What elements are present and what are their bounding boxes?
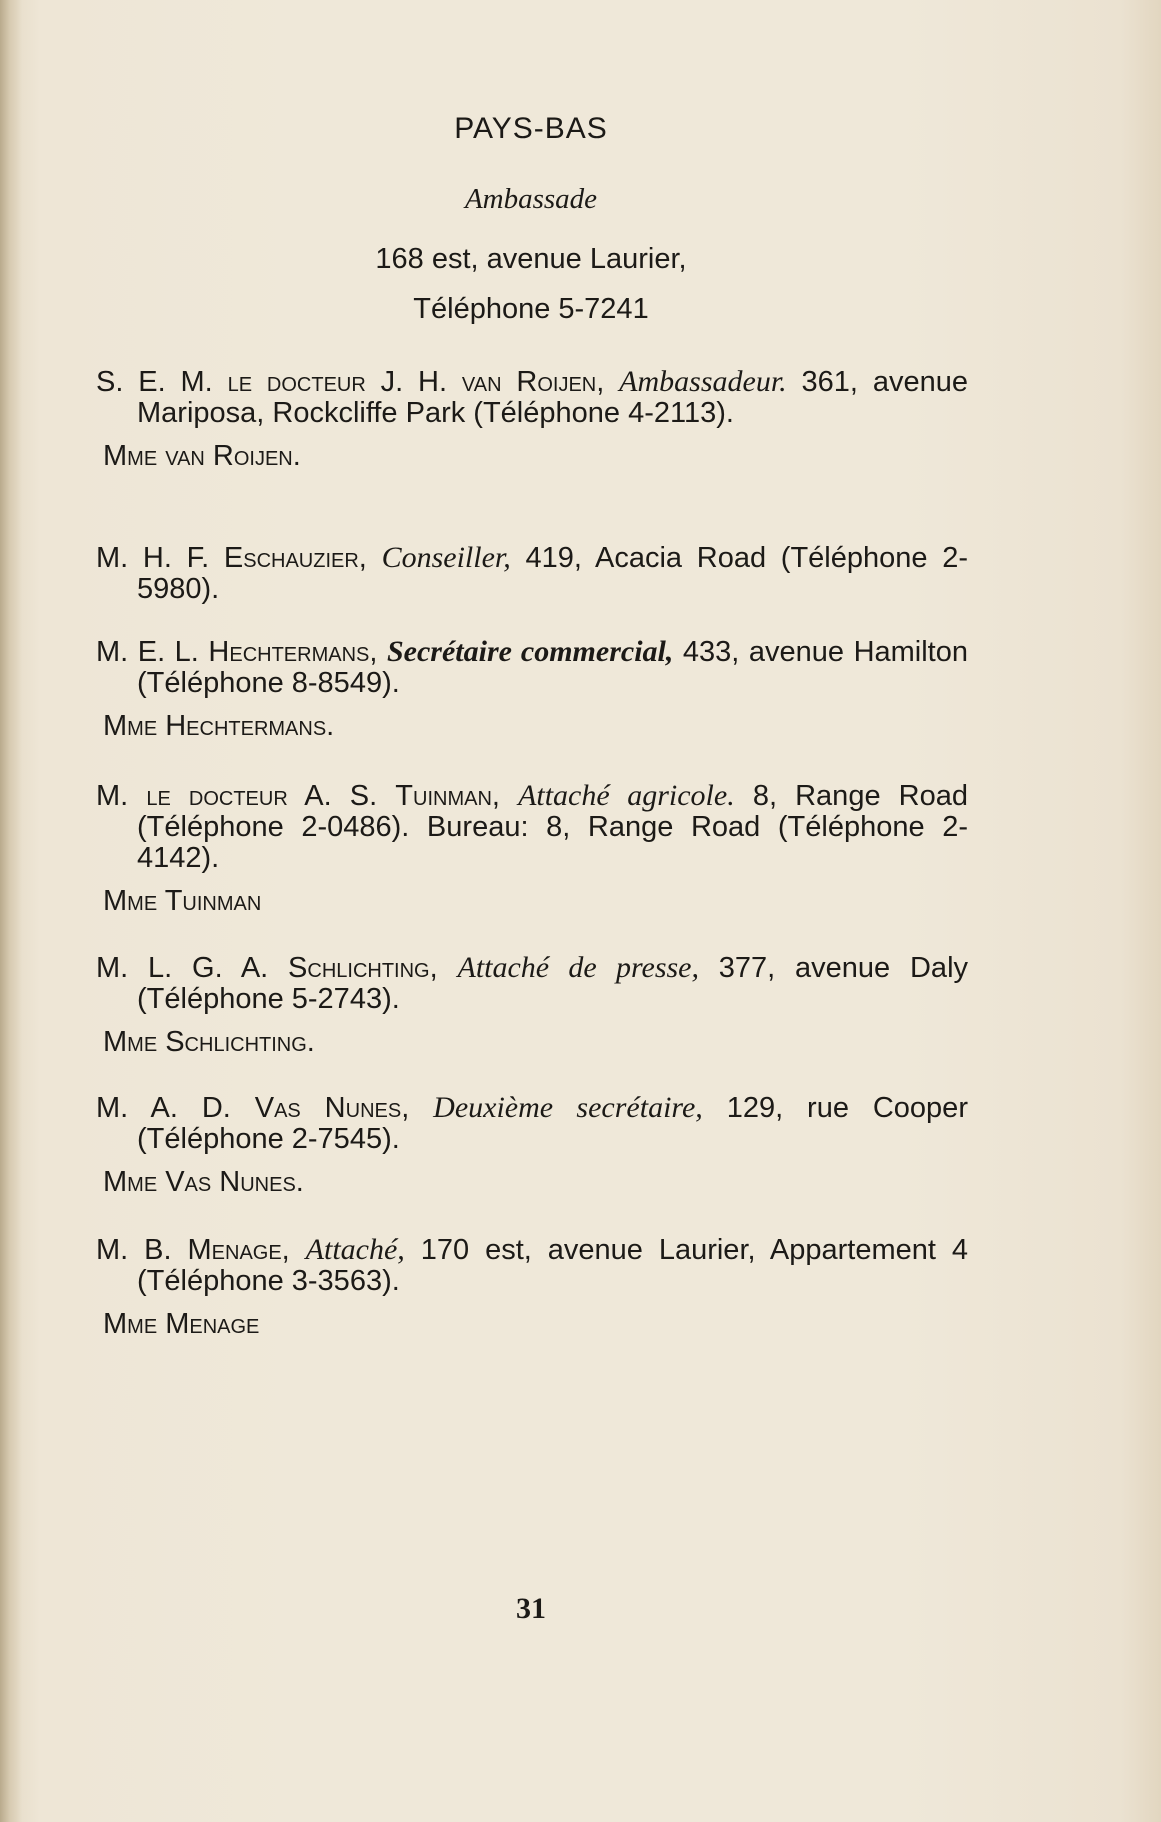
entry-details: 419, Acacia Road (Téléphone 2-5980). xyxy=(137,542,968,605)
entry-prefix: S. E. M. xyxy=(96,366,213,398)
entry-main-text xyxy=(96,1234,968,1297)
entry-surname: Tuinman, xyxy=(395,780,500,812)
entry-prefix: M. xyxy=(96,1092,129,1124)
entry-details: 433, avenue Hamilton (Téléphone 8-8549). xyxy=(137,636,968,699)
entry-honorific: le docteur xyxy=(227,366,366,398)
entry-details: 8, Range Road (Téléphone 2-0486). Bureau: 8, Range Road (Téléphone 2-4142). xyxy=(137,780,968,874)
entry-surname: Hechtermans, xyxy=(208,636,378,668)
binding-edge xyxy=(0,0,22,1822)
entry-title: Secrétaire commercial, xyxy=(386,635,674,668)
diplomat-entry xyxy=(96,1234,968,1340)
entry-prefix: M. xyxy=(96,542,129,574)
entry-spouse: Mme Vas Nunes. xyxy=(103,1166,304,1198)
entry-initials: J. H. xyxy=(365,366,462,398)
entry-main-text xyxy=(96,366,968,429)
entry-spouse: Mme Schlichting. xyxy=(103,1026,315,1058)
entry-main-text xyxy=(96,542,968,605)
diplomat-entry xyxy=(96,542,968,605)
page-number: 31 xyxy=(516,1592,546,1625)
entry-details: 170 est, avenue Laurier, Appartement 4 (Téléphone 3-3563). xyxy=(137,1234,968,1297)
entry-initials: A. D. xyxy=(128,1092,255,1124)
diplomat-entry xyxy=(96,780,968,917)
entry-main-text xyxy=(96,1092,968,1155)
diplomat-entry xyxy=(96,1092,968,1198)
entry-prefix: M. xyxy=(96,1234,129,1266)
entry-honorific: le docteur xyxy=(146,780,288,812)
entry-surname: van Roijen, xyxy=(461,366,605,398)
entry-spouse: Mme van Roijen. xyxy=(103,440,301,472)
entry-title: Attaché agricole. xyxy=(518,779,735,812)
entry-surname: Schlichting, xyxy=(288,952,438,984)
entry-surname: Eschauzier, xyxy=(223,542,367,574)
diplomat-entry xyxy=(96,366,968,472)
entry-initials: B. xyxy=(128,1234,188,1266)
mission-telephone: Téléphone 5-7241 xyxy=(413,293,649,325)
entry-title: Deuxième secrétaire, xyxy=(433,1091,703,1124)
entry-prefix: M. xyxy=(96,952,129,984)
entry-spouse: Mme Tuinman xyxy=(103,885,262,917)
entry-prefix: M. xyxy=(96,780,129,812)
entry-initials: A. S. xyxy=(287,780,396,812)
entry-main-text xyxy=(96,780,968,874)
entry-main-text xyxy=(96,952,968,1015)
entry-details: 361, avenue Mariposa, Rockcliffe Park (Téléphone 4-2113). xyxy=(137,366,968,429)
entry-initials: H. F. xyxy=(128,542,224,574)
entry-surname: Menage, xyxy=(187,1234,290,1266)
entry-main-text xyxy=(96,636,968,699)
country-heading: PAYS-BAS xyxy=(454,112,608,145)
diplomat-entry xyxy=(96,636,968,742)
entry-title: Ambassadeur. xyxy=(619,365,787,398)
entry-surname: Vas Nunes, xyxy=(254,1092,410,1124)
entry-title: Attaché de presse, xyxy=(457,951,699,984)
entry-details: 129, rue Cooper (Téléphone 2-7545). xyxy=(137,1092,968,1155)
mission-address: 168 est, avenue Laurier, xyxy=(375,243,687,275)
entry-prefix: M. xyxy=(96,636,129,668)
entry-initials: E. L. xyxy=(128,636,209,668)
entry-title: Attaché, xyxy=(305,1233,405,1266)
entry-spouse: Mme Menage xyxy=(103,1308,260,1340)
entry-title: Conseiller, xyxy=(381,541,511,574)
entry-details: 377, avenue Daly (Téléphone 5-2743). xyxy=(137,952,969,1015)
diplomat-entry xyxy=(96,952,968,1058)
mission-type-heading: Ambassade xyxy=(464,183,598,215)
entry-spouse: Mme Hechtermans. xyxy=(103,710,335,742)
entry-initials: L. G. A. xyxy=(128,952,289,984)
